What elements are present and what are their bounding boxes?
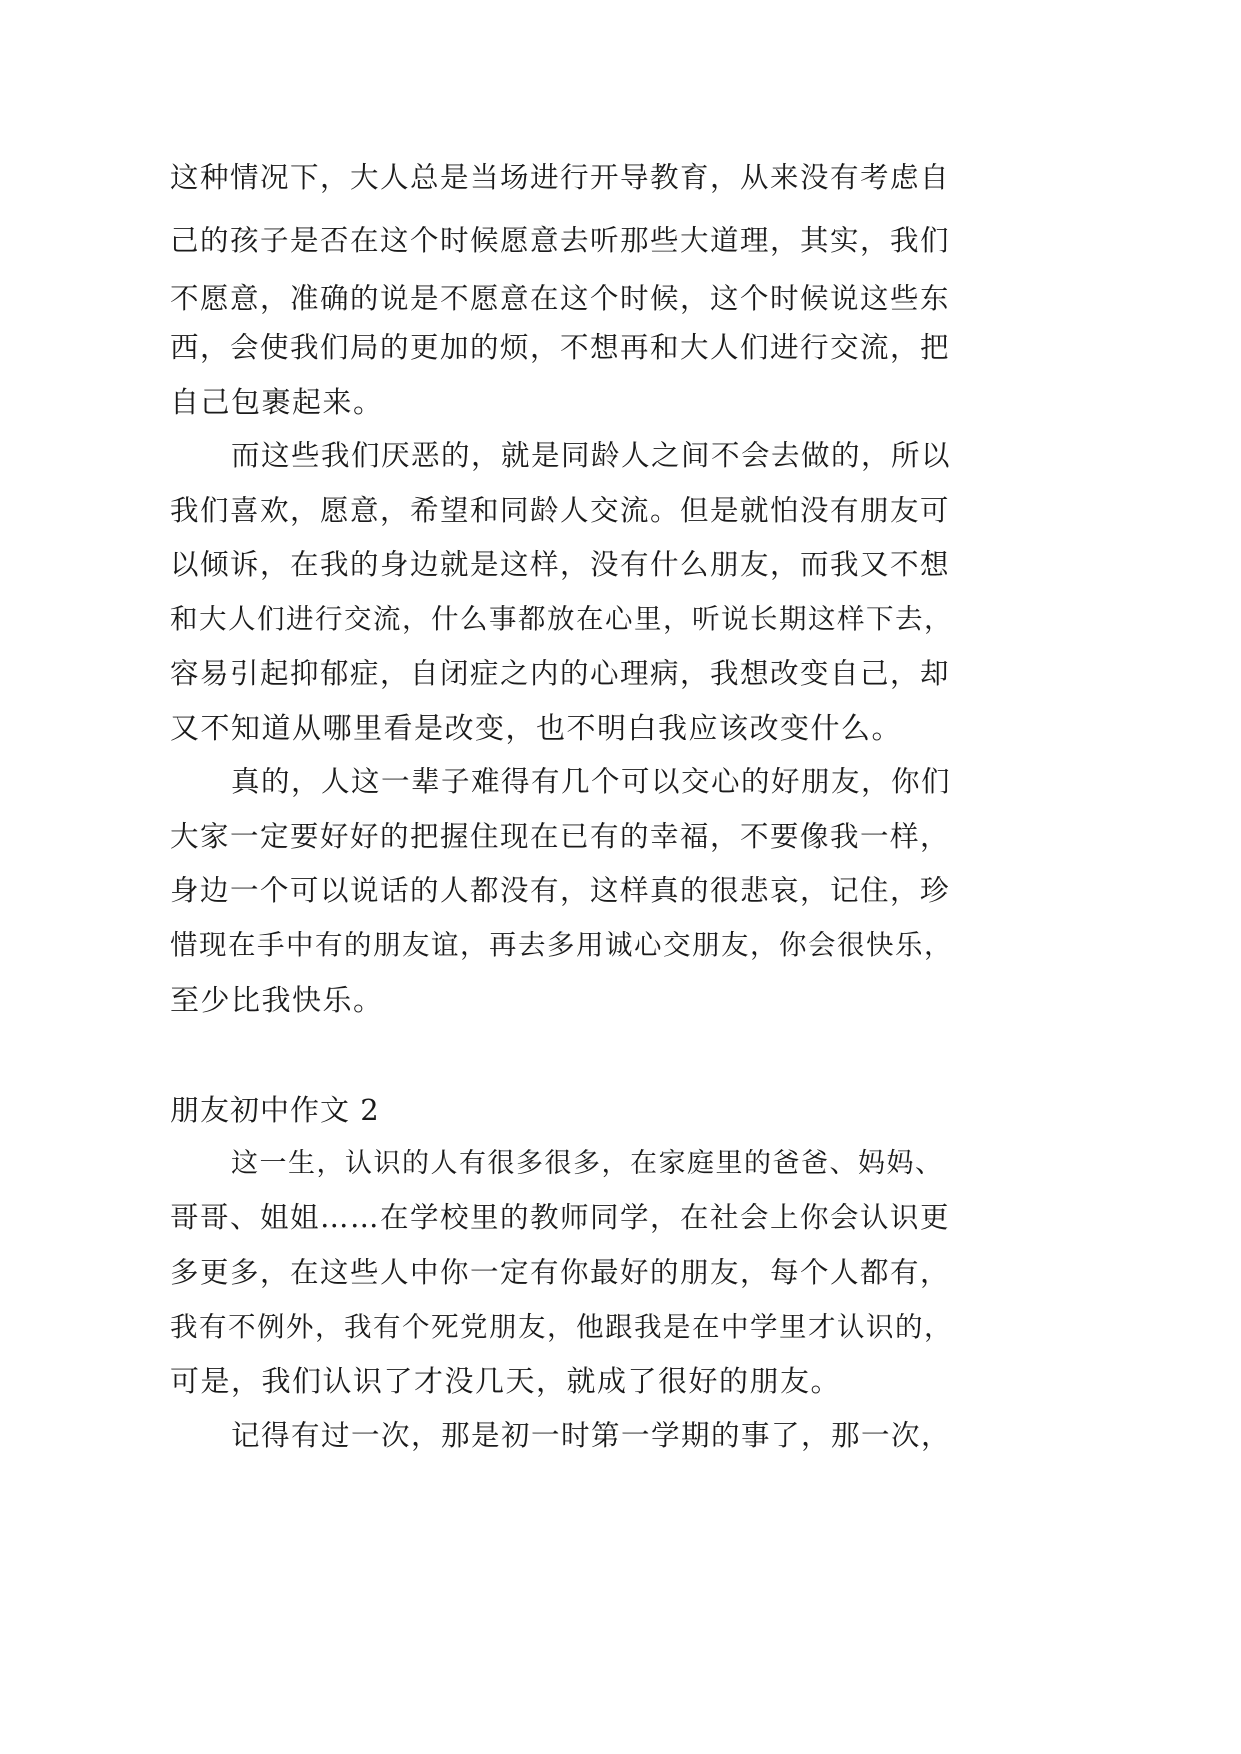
text-line: 以倾诉，在我的身边就是这样，没有什么朋友，而我又不想: [170, 548, 951, 581]
text-line: 和大人们进行交流，什么事都放在心里，听说长期这样下去，: [170, 603, 953, 635]
paragraph-first-line: 这一生，认识的人有很多很多，在家庭里的爸爸、妈妈、: [231, 1148, 944, 1179]
text-line: 西，会使我们局的更加的烦，不想再和大人们进行交流，把: [170, 331, 951, 364]
section-heading: 朋友初中作文 2: [170, 1093, 380, 1127]
paragraph-first-line: 真的，人这一辈子难得有几个可以交心的好朋友，你们: [231, 765, 952, 798]
text-line: 至少比我快乐。: [170, 983, 384, 1017]
text-line: 我有不例外，我有个死党朋友，他跟我是在中学里才认识的，: [170, 1311, 953, 1343]
text-line: 我们喜欢，愿意，希望和同龄人交流。但是就怕没有朋友可: [170, 494, 951, 527]
text-line: 大家一定要好好的把握住现在已有的幸福，不要像我一样，: [170, 820, 951, 853]
text-line: 己的孩子是否在这个时候愿意去听那些大道理，其实，我们: [170, 224, 951, 257]
paragraph-first-line: 而这些我们厌恶的，就是同龄人之间不会去做的，所以: [231, 439, 952, 472]
text-line: 自己包裹起来。: [170, 385, 384, 419]
text-line: 这种情况下，大人总是当场进行开导教育，从来没有考虑自: [170, 161, 951, 194]
text-line: 哥哥、姐姐……在学校里的教师同学，在社会上你会认识更: [170, 1201, 951, 1234]
paragraph-first-line: 记得有过一次，那是初一时第一学期的事了，那一次，: [231, 1419, 952, 1452]
text-line: 身边一个可以说话的人都没有，这样真的很悲哀，记住，珍: [170, 874, 951, 907]
text-line: 不愿意，准确的说是不愿意在这个时候，这个时候说这些东: [170, 282, 951, 315]
text-line: 容易引起抑郁症，自闭症之内的心理病，我想改变自己，却: [170, 657, 951, 690]
text-line: 又不知道从哪里看是改变，也不明白我应该改变什么。: [170, 711, 903, 745]
text-line: 可是，我们认识了才没几天，就成了很好的朋友。: [170, 1364, 842, 1398]
text-line: 惜现在手中有的朋友谊，再去多用诚心交朋友，你会很快乐，: [170, 929, 953, 961]
text-line: 多更多，在这些人中你一定有你最好的朋友，每个人都有，: [170, 1256, 951, 1289]
